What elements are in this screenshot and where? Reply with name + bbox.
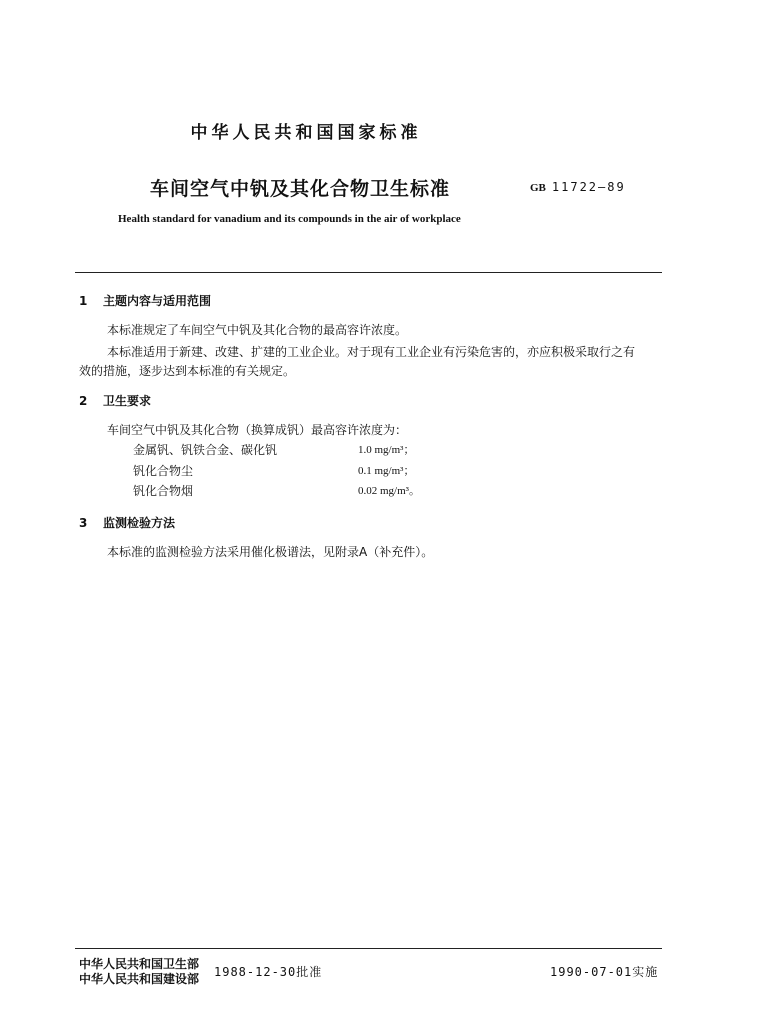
- issuer-ministry-of-construction: 中华人民共和国建设部: [79, 972, 200, 986]
- standard-code: [530, 180, 626, 194]
- limit-value: 0.1 mg/m³；: [358, 465, 415, 477]
- national-standard-heading: 中华人民共和国国家标准: [190, 123, 422, 143]
- limit-value: 1.0 mg/m³；: [358, 444, 415, 456]
- limit-name: 金属钒、钒铁合金、碳化钒: [133, 443, 278, 457]
- top-divider: [75, 272, 662, 273]
- bottom-divider: [75, 948, 662, 949]
- effective-date: 1990-07-01实施: [550, 965, 659, 979]
- section-title: 主题内容与适用范围: [103, 294, 212, 308]
- section-number: 2: [79, 394, 88, 408]
- section-2-intro: 车间空气中钒及其化合物（换算成钒）最高容许浓度为：: [107, 423, 408, 437]
- limit-value: 0.02 mg/m³。: [358, 485, 420, 497]
- section-1-paragraph-1: 本标准规定了车间空气中钒及其化合物的最高容许浓度。: [107, 323, 408, 337]
- section-2-heading: [79, 392, 151, 409]
- issuer-ministry-of-health: 中华人民共和国卫生部: [79, 957, 200, 971]
- english-title: Health standard for vanadium and its compounds in the air of workplace: [118, 213, 461, 225]
- section-1-paragraph-2: 本标准适用于新建、改建、扩建的工业企业。对于现有工业企业有污染危害的，亦应积极采取行之有: [107, 345, 636, 359]
- standard-code-number: 11722—89: [551, 180, 626, 194]
- section-3-paragraph: 本标准的监测检验方法采用催化极谱法，见附录A（补充件）。: [107, 545, 434, 559]
- limit-name: 钒化合物烟: [133, 484, 194, 498]
- section-1-heading: [79, 292, 211, 309]
- standard-title: 车间空气中钒及其化合物卫生标准: [150, 178, 451, 200]
- section-3-heading: [79, 514, 175, 531]
- approval-date: 1988-12-30批准: [214, 965, 323, 979]
- limit-name: 钒化合物尘: [133, 464, 194, 478]
- standard-code-prefix: GB: [530, 182, 546, 194]
- section-title: 卫生要求: [103, 394, 152, 408]
- section-title: 监测检验方法: [103, 516, 176, 530]
- section-number: 1: [79, 294, 88, 308]
- section-1-paragraph-2-cont: 效的措施，逐步达到本标准的有关规定。: [79, 364, 296, 378]
- section-number: 3: [79, 516, 88, 530]
